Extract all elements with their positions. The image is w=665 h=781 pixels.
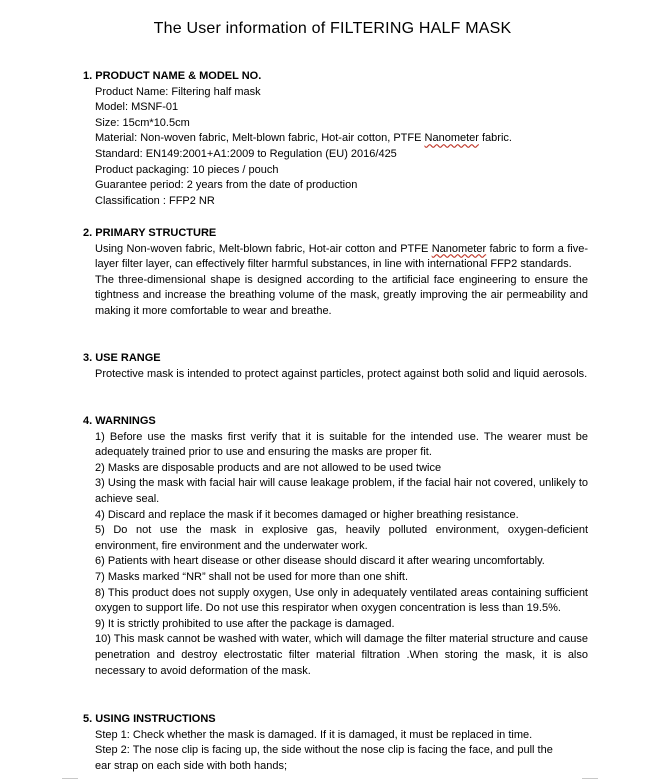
model-line: Model: MSNF-01 <box>95 101 179 114</box>
warnings-list <box>83 430 588 680</box>
section-heading: 1. PRODUCT NAME & MODEL NO. <box>83 70 262 82</box>
section-heading: 4. WARNINGS <box>83 415 156 427</box>
warning-item: 1) Before use the masks first verify that it is suitable for the intended use. The wearer must be adequately trained prior to use and ensuring the masks are proper fit. <box>95 430 588 459</box>
warning-item: 4) Discard and replace the mask if it becomes damaged or higher breathing resistance. <box>95 508 519 521</box>
step-1: Step 1: Check whether the mask is damaged. If it is damaged, it must be replaced in time. <box>95 728 533 741</box>
section-using-instructions <box>83 712 588 774</box>
material-line: Material: Non-woven fabric, Melt-blown fabric, Hot-air cotton, PTFE Nanometer fabric. <box>95 132 512 145</box>
structure-paragraph-2: The three-dimensional shape is designed according to the artificial face engineering to ensure the tightness and increase the breathing volume of the mask, greatly improving the air permeability and making it more comfortable to wear and breathe. <box>95 273 588 317</box>
section-warnings <box>83 414 588 679</box>
step-2: Step 2: The nose clip is facing up, the side without the nose clip is facing the face, and pull the <box>95 744 553 757</box>
warning-item: 2) Masks are disposable products and are not allowed to be used twice <box>95 461 442 474</box>
section-heading: 5. USING INSTRUCTIONS <box>83 713 216 725</box>
structure-paragraph-1: Using Non-woven fabric, Melt-blown fabric, Hot-air cotton and PTFE Nanometer fabric to form a five-layer filter layer, can effectively filter harmful substances, in line with international FFP2 standards. <box>95 242 588 271</box>
guarantee-line: Guarantee period: 2 years from the date of production <box>95 179 358 192</box>
warning-item: 6) Patients with heart disease or other disease should discard it after wearing uncomfortably. <box>95 555 545 568</box>
section-heading: 3. USE RANGE <box>83 352 161 364</box>
step-2-continued: ear strap on each side with both hands; <box>95 759 288 772</box>
section-primary-structure <box>83 226 588 320</box>
document-title: The User information of FILTERING HALF MASK <box>153 20 512 37</box>
section-product-name <box>83 69 588 209</box>
warning-item: 5) Do not use the mask in explosive gas, heavily polluted environment, oxygen-deficient environment, fire environment and the underwater work. <box>95 524 588 552</box>
standard-line: Standard: EN149:2001+A1:2009 to Regulation (EU) 2016/425 <box>95 147 397 160</box>
size-line: Size: 15cm*10.5cm <box>95 116 190 129</box>
section-heading: 2. PRIMARY STRUCTURE <box>83 227 217 239</box>
page-corner-mark <box>62 778 78 779</box>
warning-item: 7) Masks marked “NR” shall not be used for more than one shift. <box>95 570 409 583</box>
warning-item: 10) This mask cannot be washed with water, which will damage the filter material structure and cause penetration and destroy electrostatic filter material filtration .When storing the mask, it is also necessary to avoid deformation of the mask. <box>95 633 588 677</box>
use-range-paragraph: Protective mask is intended to protect against particles, protect against both solid and liquid aerosols. <box>95 367 588 380</box>
warning-item: 3) Using the mask with facial hair will cause leakage problem, if the facial hair not covered, unlikely to achieve seal. <box>95 477 588 505</box>
instructions-list <box>83 728 588 775</box>
packaging-line: Product packaging: 10 pieces / pouch <box>95 163 279 176</box>
page-corner-mark <box>582 778 598 779</box>
product-name-line: Product Name: Filtering half mask <box>95 85 261 98</box>
warning-item: 9) It is strictly prohibited to use after the package is damaged. <box>95 617 395 630</box>
section-use-range <box>83 351 588 382</box>
warning-item: 8) This product does not supply oxygen, Use only in adequately ventilated areas containing sufficient oxygen to support life. Do not use this respirator when oxygen concentration is less than 19.5%. <box>95 586 588 615</box>
product-info-list <box>83 85 588 210</box>
classification-line: Classification : FFP2 NR <box>95 194 215 207</box>
